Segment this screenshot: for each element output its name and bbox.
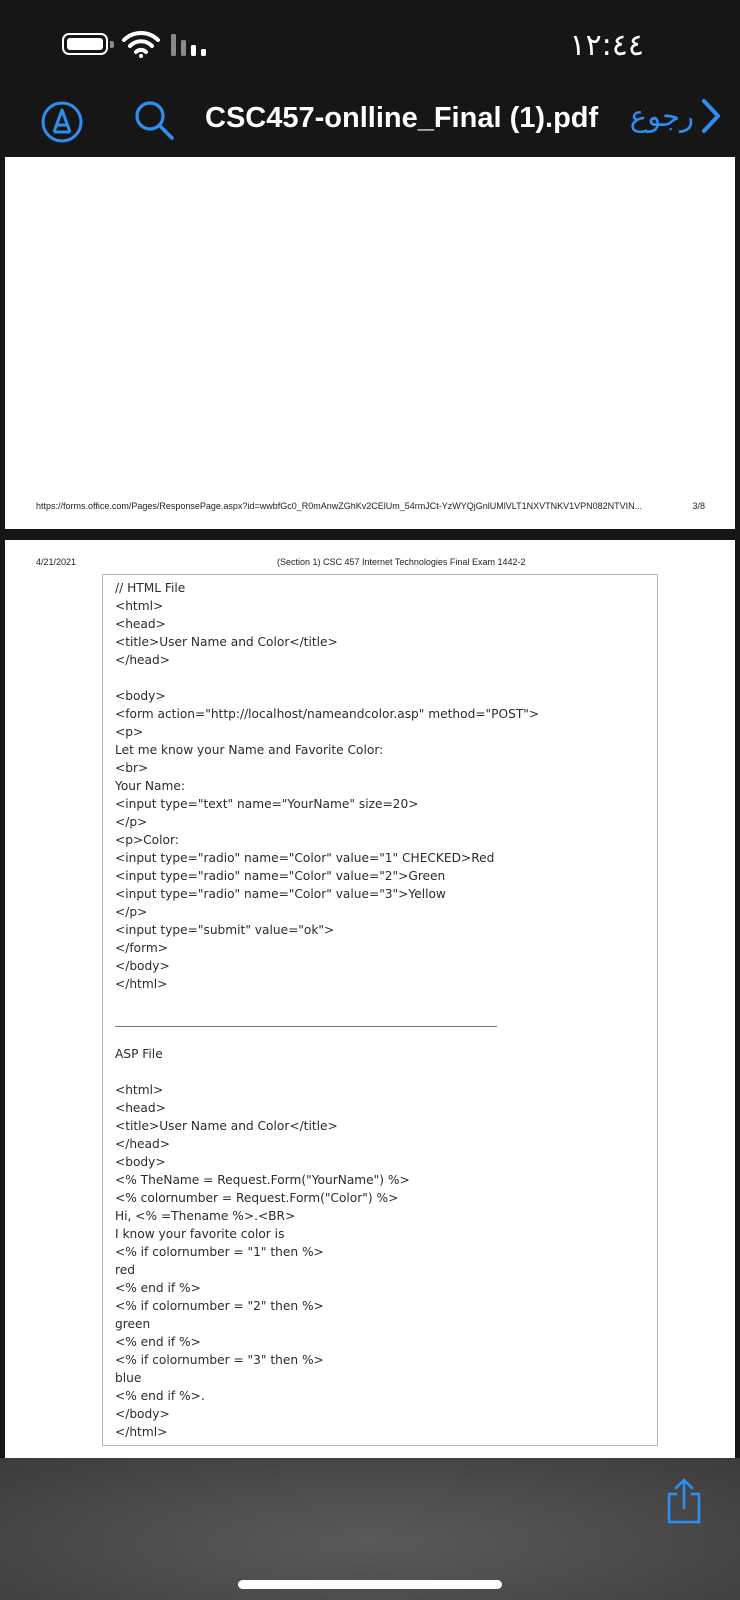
code-line: Let me know your Name and Favorite Color: <box>115 743 384 757</box>
wifi-icon <box>122 30 160 58</box>
cellular-signal-icon <box>170 32 210 56</box>
code-line: Your Name: <box>115 779 185 793</box>
status-time: ١٢:٤٤ <box>569 28 644 63</box>
code-line: <body> <box>115 1155 166 1169</box>
code-line: <title>User Name and Color</title> <box>115 1119 338 1133</box>
code-line: <input type="radio" name="Color" value="1" CHECKED>Red <box>115 851 495 865</box>
code-line: </body> <box>115 1407 170 1421</box>
code-line: <% TheName = Request.Form("YourName") %> <box>115 1173 410 1187</box>
page-number: 3/8 <box>692 501 705 511</box>
code-line: Hi, <% =Thename %>.<BR> <box>115 1209 296 1223</box>
code-line: </form> <box>115 941 168 955</box>
code-line: <% if colornumber = "3" then %> <box>115 1353 324 1367</box>
code-line: <% if colornumber = "1" then %> <box>115 1245 324 1259</box>
chevron-right-icon <box>700 98 722 134</box>
code-line: <input type="submit" value="ok"> <box>115 923 335 937</box>
code-line: </html> <box>115 977 168 991</box>
status-bar <box>0 0 740 88</box>
page-header-title: (Section 1) CSC 457 Internet Technologies Final Exam 1442-2 <box>277 557 526 567</box>
code-line: <% colornumber = Request.Form("Color") %> <box>115 1191 399 1205</box>
code-line: </head> <box>115 653 170 667</box>
nav-bar <box>0 88 740 156</box>
pdf-page-4 <box>5 540 735 1458</box>
bottom-toolbar <box>0 1458 740 1600</box>
pdf-page-3 <box>5 157 735 529</box>
code-line: <% end if %> <box>115 1281 201 1295</box>
section-divider <box>115 1026 497 1027</box>
code-line: <head> <box>115 617 166 631</box>
search-icon[interactable] <box>132 98 176 142</box>
back-button[interactable] <box>630 98 722 134</box>
code-line: <form action="http://localhost/nameandcolor.asp" method="POST"> <box>115 707 540 721</box>
code-line: <input type="radio" name="Color" value="3">Yellow <box>115 887 446 901</box>
code-line: blue <box>115 1371 142 1385</box>
code-line: </body> <box>115 959 170 973</box>
code-line: </p> <box>115 905 148 919</box>
page-header-date: 4/21/2021 <box>36 557 77 567</box>
code-line: I know your favorite color is <box>115 1227 285 1241</box>
markup-pen-icon[interactable] <box>40 100 84 144</box>
code-line: <input type="text" name="YourName" size=20> <box>115 797 419 811</box>
asp-heading: ASP File <box>115 1047 163 1061</box>
home-indicator[interactable] <box>238 1580 502 1589</box>
back-label: رجوع <box>629 99 694 133</box>
code-line: <html> <box>115 599 164 613</box>
code-line: <title>User Name and Color</title> <box>115 635 338 649</box>
share-icon[interactable] <box>665 1478 703 1524</box>
code-line: <input type="radio" name="Color" value="2">Green <box>115 869 446 883</box>
document-title: CSC457-onlline_Final (1).pdf <box>205 102 599 134</box>
code-line: <% if colornumber = "2" then %> <box>115 1299 324 1313</box>
page-footer-url: https://forms.office.com/Pages/ResponsePage.aspx?id=wwbfGc0_R0mAnwZGhKv2CElUm_54rmJCt-YzWYQjGnlUMlVLT1NXVTNKV1VPN082NTVIN... <box>36 501 643 511</box>
code-line: <html> <box>115 1083 164 1097</box>
code-line: green <box>115 1317 151 1331</box>
code-line: <p> <box>115 725 144 739</box>
code-line: <br> <box>115 761 149 775</box>
code-line: </html> <box>115 1425 168 1439</box>
code-line: red <box>115 1263 135 1277</box>
code-answer-box <box>102 574 658 1446</box>
code-line: <% end if %> <box>115 1335 201 1349</box>
code-line: </head> <box>115 1137 170 1151</box>
code-line: <p>Color: <box>115 833 179 847</box>
code-line: <head> <box>115 1101 166 1115</box>
code-line: // HTML File <box>115 581 186 595</box>
battery-icon <box>62 33 108 55</box>
code-line: </p> <box>115 815 148 829</box>
code-line: <body> <box>115 689 166 703</box>
code-line: <% end if %>. <box>115 1389 205 1403</box>
